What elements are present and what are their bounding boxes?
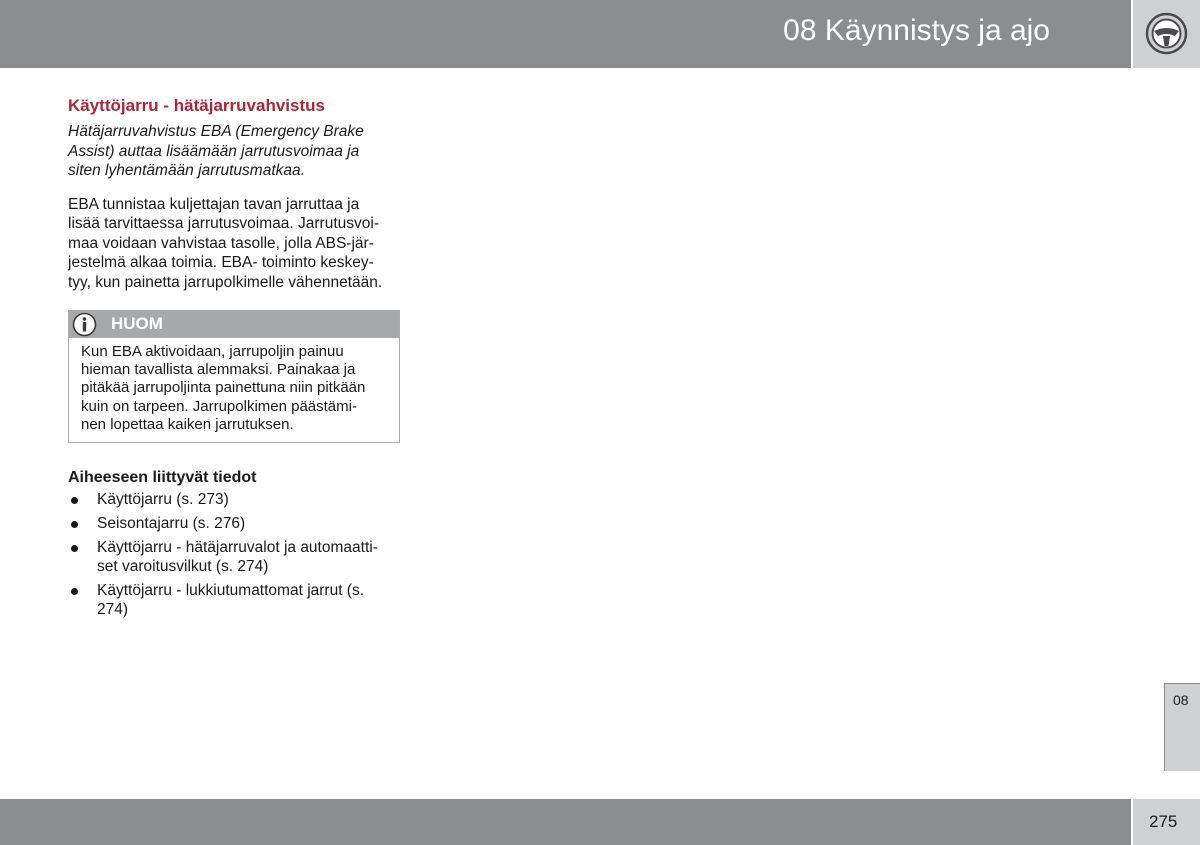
related-item-text: Käyttöjarru - lukkiutumattomat jarrut (s.: [97, 582, 365, 600]
related-item-text: Käyttöjarru (s. 273): [97, 491, 229, 509]
page-number-box: [1133, 799, 1200, 845]
steering-wheel-icon: [1145, 12, 1188, 55]
related-item[interactable]: [68, 490, 400, 509]
intro-line: Hätäjarruvahvistus EBA (Emergency Brake: [68, 123, 364, 140]
body-line: maa voidaan vahvistaa tasolle, jolla ABS-jär-: [68, 234, 374, 252]
note-line: nen lopettaa kaiken jarrutuksen.: [81, 415, 294, 433]
note-header: [69, 311, 399, 338]
intro-line: Assist) auttaa lisäämään jarrutusvoimaa ja: [68, 142, 360, 160]
bullet-icon: [71, 588, 78, 595]
chapter-icon-box: [1133, 0, 1200, 68]
intro-paragraph: [68, 122, 400, 181]
page-number: 275: [1149, 812, 1178, 831]
related-title: Aiheeseen liittyvät tiedot: [68, 469, 257, 487]
related-item-text: Käyttöjarru - hätäjarruvalot ja automaatti-: [97, 539, 378, 557]
body-line: EBA tunnistaa kuljettajan tavan jarruttaa ja: [68, 195, 360, 213]
bullet-icon: [71, 521, 78, 528]
info-icon: [72, 312, 97, 337]
note-label: HUOM: [111, 314, 163, 333]
body-line: jestelmä alkaa toimia. EBA- toiminto keskey-: [68, 254, 374, 271]
related-item[interactable]: [68, 514, 400, 533]
related-item-text: set varoitusvilkut (s. 274): [97, 558, 269, 576]
related-list: [68, 490, 400, 619]
related-item-text: 274): [97, 601, 129, 619]
chapter-side-tab[interactable]: [1164, 683, 1200, 771]
related-item[interactable]: [68, 538, 400, 576]
bullet-icon: [71, 545, 78, 552]
note-box: [68, 310, 400, 443]
side-tab-label: 08: [1173, 692, 1189, 708]
body-line: tyy, kun painetta jarrupolkimelle vähennetään.: [68, 273, 383, 291]
chapter-title: 08 Käynnistys ja ajo: [783, 14, 1050, 47]
related-item-text: Seisontajarru (s. 276): [97, 515, 246, 533]
note-body: [69, 338, 399, 442]
note-line: pitäkää jarrupoljinta painettuna niin pitkään: [81, 379, 366, 397]
note-line: hieman tavallista alemmaksi. Painakaa ja: [81, 361, 356, 379]
note-line: Kun EBA aktivoidaan, jarrupoljin painuu: [81, 343, 344, 360]
intro-line: siten lyhentämään jarrutusmatkaa.: [68, 162, 305, 179]
main-content: [68, 96, 400, 624]
section-title: Käyttöjarru - hätäjarruvahvistus: [68, 96, 325, 115]
body-paragraph: [68, 195, 400, 293]
bullet-icon: [71, 497, 78, 504]
header-bar: [0, 0, 1131, 68]
body-line: lisää tarvittaessa jarrutusvoimaa. Jarrutusvoi-: [68, 215, 379, 232]
related-item[interactable]: [68, 581, 400, 619]
footer-bar: [0, 799, 1131, 845]
note-line: kuin on tarpeen. Jarrupolkimen päästämi-: [81, 397, 357, 415]
